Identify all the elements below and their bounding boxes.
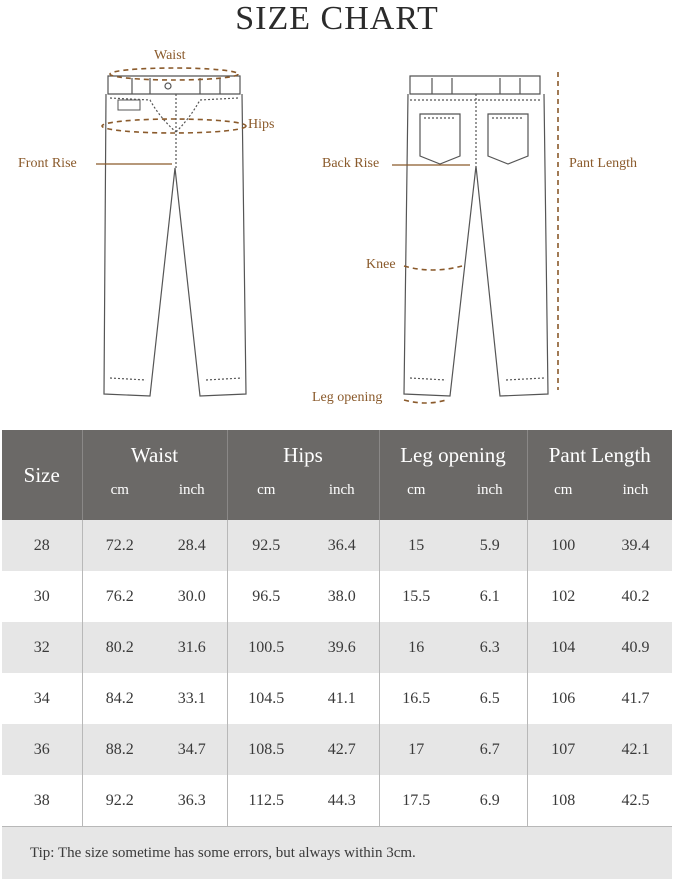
table-cell: 102 <box>527 571 599 622</box>
unit-header: cm <box>110 482 129 498</box>
table-cell: 108 <box>527 775 599 827</box>
size-cell: 28 <box>2 520 82 571</box>
table-cell: 36.3 <box>157 775 227 827</box>
table-cell: 44.3 <box>305 775 379 827</box>
table-row <box>2 673 672 724</box>
size-cell: 36 <box>2 724 82 775</box>
front-pants-drawing <box>104 76 246 396</box>
table-cell: 38.0 <box>305 571 379 622</box>
table-cell: 5.9 <box>453 520 527 571</box>
table-cell: 15 <box>379 520 453 571</box>
table-cell: 41.7 <box>599 673 672 724</box>
table-cell: 28.4 <box>157 520 227 571</box>
table-cell: 92.5 <box>227 520 305 571</box>
unit-header: inch <box>622 482 649 498</box>
table-cell: 6.5 <box>453 673 527 724</box>
table-cell: 88.2 <box>82 724 157 775</box>
table-cell: 16.5 <box>379 673 453 724</box>
table-cell: 30.0 <box>157 571 227 622</box>
size-cell: 30 <box>2 571 82 622</box>
table-cell: 41.1 <box>305 673 379 724</box>
hips-label: Hips <box>248 117 275 132</box>
table-cell: 42.1 <box>599 724 672 775</box>
group-header-leg-opening: Leg opening <box>379 430 527 480</box>
table-cell: 39.4 <box>599 520 672 571</box>
pants-illustration <box>0 38 674 418</box>
table-cell: 40.9 <box>599 622 672 673</box>
back-pants-drawing <box>404 76 548 396</box>
leg-opening-label: Leg opening <box>312 390 383 405</box>
unit-header: inch <box>453 480 527 520</box>
table-cell: 40.2 <box>599 571 672 622</box>
table-row <box>2 622 672 673</box>
table-cell: 31.6 <box>157 622 227 673</box>
size-cell: 32 <box>2 622 82 673</box>
knee-measure <box>404 266 462 270</box>
table-cell: 104.5 <box>227 673 305 724</box>
table-cell: 15.5 <box>379 571 453 622</box>
table-cell: 104 <box>527 622 599 673</box>
table-cell: 33.1 <box>157 673 227 724</box>
table-cell: 36.4 <box>305 520 379 571</box>
table-cell: 106 <box>527 673 599 724</box>
table-row <box>2 775 672 827</box>
table-cell: 16 <box>379 622 453 673</box>
table-cell: 6.9 <box>453 775 527 827</box>
table-cell: 6.1 <box>453 571 527 622</box>
hips-measure <box>102 119 246 133</box>
size-header: Size <box>2 430 82 520</box>
table-cell: 100.5 <box>227 622 305 673</box>
table-cell: 84.2 <box>82 673 157 724</box>
unit-header: inch <box>157 480 227 520</box>
table-row <box>2 724 672 775</box>
group-header-pant-length: Pant Length <box>548 442 651 467</box>
leg-opening-measure <box>404 400 446 403</box>
unit-header: inch <box>305 480 379 520</box>
table-cell: 80.2 <box>82 622 157 673</box>
waist-label: Waist <box>154 48 186 63</box>
table-cell: 42.7 <box>305 724 379 775</box>
unit-header: cm <box>407 482 426 498</box>
table-cell: 34.7 <box>157 724 227 775</box>
knee-label: Knee <box>366 257 396 272</box>
table-cell: 72.2 <box>82 520 157 571</box>
size-cell: 38 <box>2 775 82 827</box>
table-cell: 112.5 <box>227 775 305 827</box>
table-cell: 92.2 <box>82 775 157 827</box>
table-header-units <box>2 480 672 520</box>
waist-measure <box>110 68 238 80</box>
table-cell: 76.2 <box>82 571 157 622</box>
table-cell: 100 <box>527 520 599 571</box>
measurement-lines <box>102 68 558 403</box>
group-header-waist: Waist <box>82 430 227 480</box>
table-row <box>2 520 672 571</box>
pant-length-label: Pant Length <box>569 156 638 171</box>
table-cell: 6.7 <box>453 724 527 775</box>
table-cell: 107 <box>527 724 599 775</box>
size-cell: 34 <box>2 673 82 724</box>
table-cell: 108.5 <box>227 724 305 775</box>
front-rise-label: Front Rise <box>18 156 77 171</box>
table-cell: 39.6 <box>305 622 379 673</box>
table-cell: 17.5 <box>379 775 453 827</box>
size-table <box>2 430 672 879</box>
table-cell: 17 <box>379 724 453 775</box>
unit-header: cm <box>257 482 276 498</box>
unit-header: cm <box>554 482 573 498</box>
table-cell: 42.5 <box>599 775 672 827</box>
table-cell: 96.5 <box>227 571 305 622</box>
table-header-groups <box>2 430 672 480</box>
table-row <box>2 571 672 622</box>
back-rise-label: Back Rise <box>322 156 380 171</box>
tip-row <box>2 827 672 879</box>
page-title: SIZE CHART <box>235 0 439 37</box>
pants-diagram <box>0 38 674 418</box>
group-header-hips: Hips <box>227 430 379 480</box>
tip-text: Tip: The size sometime has some errors, but always within 3cm. <box>2 827 672 879</box>
table-cell: 6.3 <box>453 622 527 673</box>
